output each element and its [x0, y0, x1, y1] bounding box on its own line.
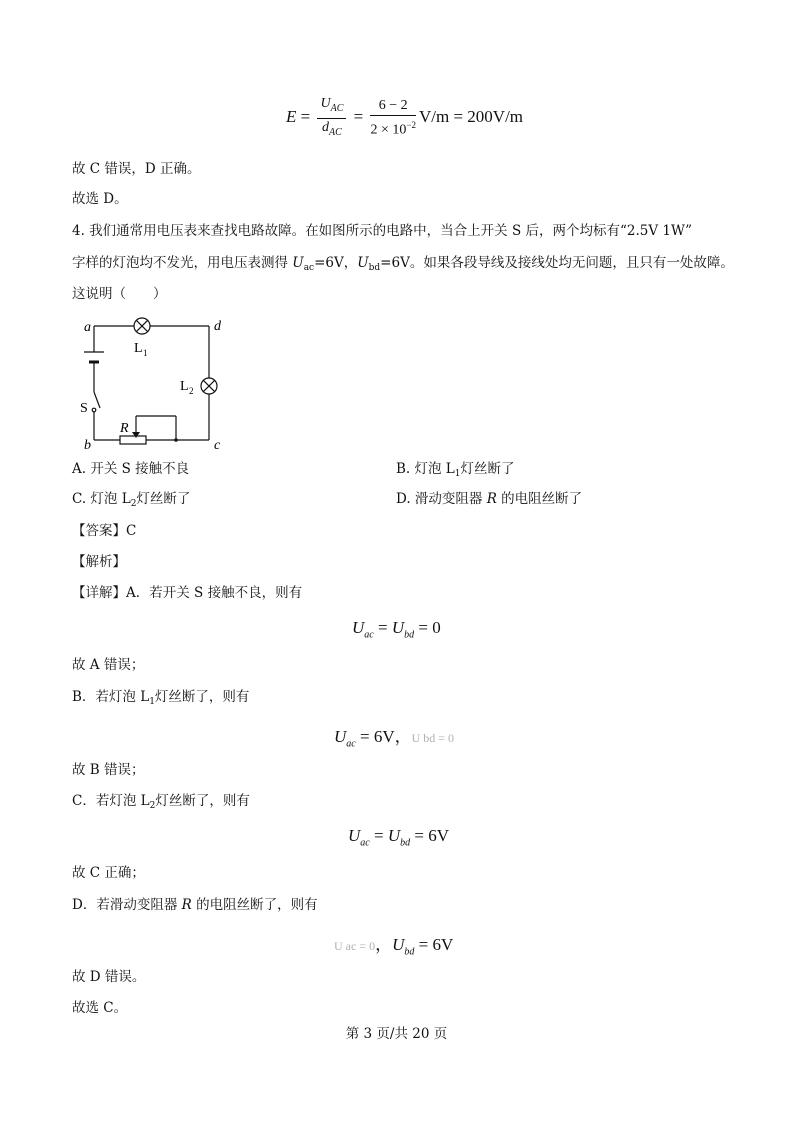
option-b-text-a: B. 灯泡 L — [396, 461, 455, 477]
detail-b-text-b: 灯丝断了，则有 — [154, 689, 250, 705]
equation-d-faint: U ac = 0 — [334, 939, 376, 953]
page-footer: 第 3 页/共 20 页 — [345, 1026, 448, 1042]
frac2-den-exp: −2 — [406, 119, 416, 130]
equation-c-result: = 6V — [414, 826, 449, 845]
question-4-line2 — [72, 254, 734, 277]
equation-b-faint: U bd = 0 — [411, 731, 455, 745]
q4-uac-sub: ac — [303, 263, 315, 273]
conclusion-d: 故 D 错误。 — [72, 969, 146, 985]
answer-line: 【答案】C — [72, 523, 137, 539]
final-choice: 故选 C。 — [72, 1000, 128, 1016]
question-4-line3: 这说明（ ） — [72, 286, 167, 302]
frac1-num-sub: AC — [330, 102, 344, 114]
equation-d: U ac = 0，$U_{bd} = 6V$ — [334, 935, 454, 958]
analysis-heading: 【解析】 — [72, 554, 126, 570]
detail-d — [72, 896, 318, 914]
option-c-text-a: C. 灯泡 L — [72, 491, 131, 507]
option-d-text-b: 的电阻丝断了 — [496, 491, 583, 507]
detail-c — [72, 792, 250, 815]
node-label-c: c — [214, 438, 221, 452]
q4-text-c: =6V。如果各段导线及接线处均无问题，且只有一处故障。 — [380, 255, 734, 271]
node-label-b: b — [84, 438, 91, 452]
detail-c-sub: 2 — [149, 801, 156, 811]
detail-b-text-a: B．若灯泡 L — [72, 689, 150, 705]
equation-b: $U_{ac} = 6V$，U bd = 0 — [334, 727, 455, 750]
frac1-num: U — [320, 96, 331, 111]
option-c[interactable] — [72, 490, 190, 513]
option-b-sub: 1 — [454, 469, 461, 479]
frac2-den-base: 2 × 10 — [370, 122, 407, 138]
lamp-l1-sub: 1 — [143, 348, 148, 358]
q4-text-a: 字样的灯泡均不发光，用电压表测得 — [72, 255, 293, 271]
circuit-diagram — [76, 312, 226, 452]
frac1-den: d — [322, 119, 330, 135]
rheostat-icon — [120, 436, 146, 444]
detail-c-text-b: 灯丝断了，则有 — [155, 793, 250, 809]
option-b-text-b: 灯丝断了 — [460, 461, 515, 477]
detail-a: 【详解】A．若开关 S 接触不良，则有 — [72, 585, 303, 601]
frac-u-over-d — [317, 96, 346, 141]
text-choose-d: 故选 D。 — [72, 191, 128, 207]
equation-d-main: = 6V — [418, 935, 454, 954]
frac1-den-sub: AC — [329, 126, 342, 138]
q4-ubd: U — [357, 255, 369, 271]
switch-label: S — [80, 401, 88, 416]
node-label-a: a — [84, 320, 91, 335]
slider-arrow-icon — [132, 432, 140, 438]
equation-b-main: = 6V， — [359, 727, 412, 746]
lamp-l2-sub: 2 — [189, 386, 194, 396]
node-label-d: d — [214, 319, 221, 334]
equation-c: $U_{ac} = U_{bd} = 6V$ — [348, 826, 449, 849]
detail-b-sub: 1 — [149, 697, 155, 707]
eq-result: 200V/m — [467, 107, 524, 127]
frac-values — [370, 98, 415, 139]
q4-uac: U — [292, 255, 304, 271]
text-c-wrong-d-right: 故 C 错误，D 正确。 — [72, 161, 201, 177]
eq-unit: V/m — [418, 107, 450, 127]
field-equation: E = $\frac{U_{AC}}{d_{AC}}$ = $\frac{6 - 2}{2 \times 10^{-2}}$ V/m = 200V/m — [286, 96, 523, 141]
option-a[interactable]: A. 开关 S 接触不良 — [72, 461, 190, 477]
q4-ubd-sub: bd — [368, 263, 381, 273]
eq-lhs: E — [286, 107, 297, 127]
option-c-text-b: 灯丝断了 — [136, 491, 191, 507]
conclusion-c: 故 C 正确； — [72, 865, 145, 881]
detail-d-text-a: D．若滑动变阻器 — [72, 897, 182, 913]
equation-a: $U_{ac} = U_{bd} = 0$ — [352, 618, 441, 641]
conclusion-b: 故 B 错误； — [72, 762, 145, 778]
option-b[interactable] — [396, 460, 515, 483]
detail-d-r: R — [181, 897, 192, 913]
detail-d-text-b: 的电阻丝断了，则有 — [191, 897, 318, 913]
option-c-sub: 2 — [130, 499, 137, 509]
option-d-r: R — [486, 491, 497, 507]
detail-b — [72, 688, 249, 711]
question-4-line1: 4. 我们通常用电压表来查找电路故障。在如图所示的电路中，当合上开关 S 后，两个均标有“2.5V 1W” — [72, 223, 693, 239]
conclusion-a: 故 A 错误； — [72, 657, 145, 673]
option-d-text-a: D. 滑动变阻器 — [396, 491, 487, 507]
frac2-num: 6 − 2 — [370, 98, 415, 116]
rheostat-label: R — [120, 421, 129, 436]
q4-text-b: =6V， — [314, 255, 358, 271]
lamp-l1-label: L — [134, 341, 143, 356]
lamp-l2-label: L — [180, 379, 189, 394]
detail-c-text-a: C．若灯泡 L — [72, 793, 150, 809]
option-d[interactable] — [396, 490, 582, 508]
switch-icon — [94, 392, 100, 408]
